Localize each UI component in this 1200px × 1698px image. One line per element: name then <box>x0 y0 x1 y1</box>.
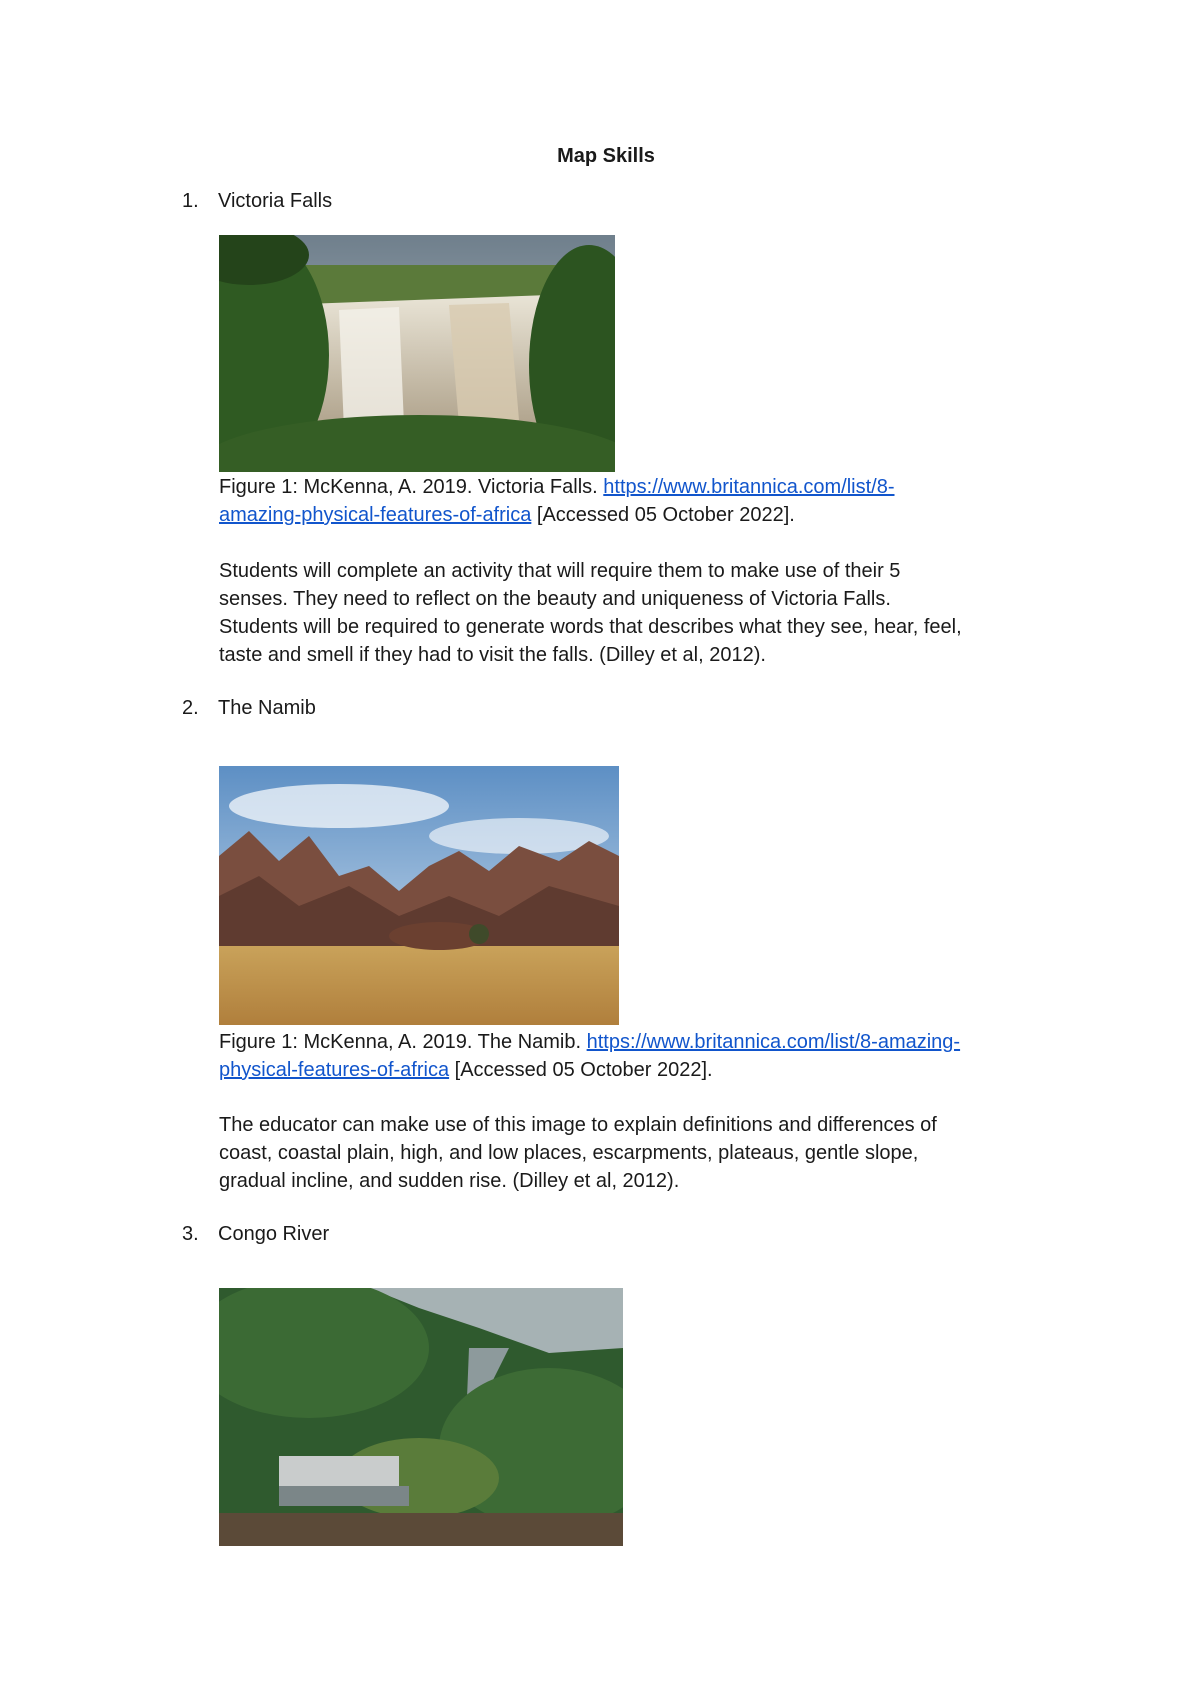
paragraph-line: Students will be required to generate words that describes what they see, hear, feel, <box>219 616 962 638</box>
caption-accessed: [Accessed 05 October 2022]. <box>531 504 795 526</box>
item-heading: Victoria Falls <box>218 190 333 212</box>
list-item-congo-river <box>182 1223 329 1246</box>
congo-river-image <box>219 1288 623 1546</box>
list-item-victoria-falls <box>182 190 332 213</box>
list-item-the-namib <box>182 697 316 720</box>
list-number: 2. <box>182 697 199 719</box>
namib-image <box>219 766 619 1025</box>
paragraph-line: taste and smell if they had to visit the falls. (Dilley et al, 2012). <box>219 644 766 666</box>
caption-link[interactable]: https://www.britannica.com/list/8-amazing- <box>586 1031 961 1053</box>
caption-link-continued[interactable]: physical-features-of-africa <box>219 1059 450 1081</box>
paragraph-line: gradual incline, and sudden rise. (Dilley et al, 2012). <box>219 1170 680 1192</box>
paragraph-the-namib <box>219 1111 1059 1195</box>
paragraph-line: Students will complete an activity that will require them to make use of their 5 <box>219 560 901 582</box>
figure-caption-1 <box>219 473 1059 529</box>
caption-link-continued[interactable]: amazing-physical-features-of-africa <box>219 504 532 526</box>
page-title: Map Skills <box>557 145 655 167</box>
item-heading: Congo River <box>218 1223 330 1245</box>
paragraph-victoria-falls <box>219 557 1059 669</box>
caption-text: Figure 1: McKenna, A. 2019. Victoria Falls. <box>219 476 604 498</box>
paragraph-line: coast, coastal plain, high, and low places, escarpments, plateaus, gentle slope, <box>219 1142 919 1164</box>
victoria-falls-image <box>219 235 615 472</box>
caption-accessed: [Accessed 05 October 2022]. <box>449 1059 713 1081</box>
caption-link[interactable]: https://www.britannica.com/list/8- <box>603 476 895 498</box>
paragraph-line: The educator can make use of this image to explain definitions and differences of <box>219 1114 937 1136</box>
list-number: 3. <box>182 1223 199 1245</box>
paragraph-line: senses. They need to reflect on the beauty and uniqueness of Victoria Falls. <box>219 588 891 610</box>
item-heading: The Namib <box>218 697 316 719</box>
list-number: 1. <box>182 190 199 212</box>
caption-text: Figure 1: McKenna, A. 2019. The Namib. <box>219 1031 587 1053</box>
figure-caption-2 <box>219 1028 1059 1084</box>
